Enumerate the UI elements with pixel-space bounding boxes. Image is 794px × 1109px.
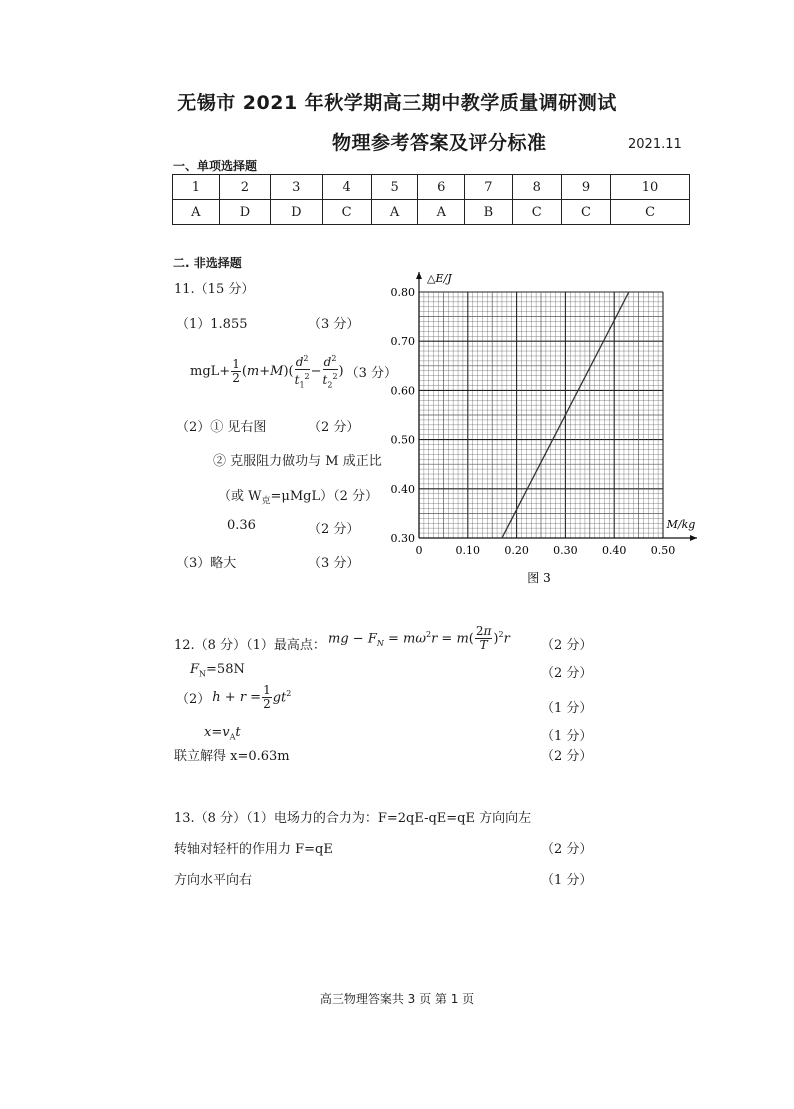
y-tick-label: 0.40: [390, 482, 415, 496]
fn-symbol: F: [190, 662, 200, 677]
p2c-open: （或 W: [218, 489, 262, 504]
q13-line1: 13.（8 分）（1）电场力的合力为：F=2qE-qE=qE 方向向左: [174, 811, 532, 826]
x-tick-label: 0.50: [650, 544, 676, 557]
page-title: 无锡市 2021 年秋学期高三期中教学质量调研测试: [177, 92, 617, 114]
q12-score2: （2 分）: [541, 666, 593, 681]
q11-part2-score: （2 分）: [308, 420, 360, 435]
answer-cell: A: [173, 200, 220, 225]
q11-part2d: 0.36: [227, 518, 256, 533]
answer-cell: C: [322, 200, 371, 225]
q12-formula1: mg − $F_N = m\omega^2r = m$( $\frac{2\pi}{T}$ )$^2$r: [328, 624, 510, 652]
p2c-eq: =μMgL）（2 分）: [270, 489, 379, 504]
page-footer: 高三物理答案共 3 页 第 1 页: [319, 992, 475, 1006]
answer-cell: B: [465, 200, 512, 225]
fn-value: =58N: [206, 662, 245, 677]
x-axis-arrow: [690, 535, 697, 541]
q12-title: 12.（8 分）（1）最高点：: [174, 638, 326, 653]
q12-part2-label: （2）: [176, 692, 211, 707]
formula-score: （3 分）: [345, 366, 398, 382]
q12-formula2: （2） h + r = $\frac{1}{2}$ $gt^2$: [176, 683, 292, 711]
q13-line3: 方向水平向右: [174, 873, 253, 888]
answer-cell: D: [219, 200, 270, 225]
question-number-cell: 5: [371, 175, 418, 200]
q12-score4: （1 分）: [541, 729, 593, 744]
q11-part3-score: （3 分）: [308, 556, 360, 571]
d2-over-t1-fraction: $\frac{d^2}{t_1^2}$: [294, 354, 310, 390]
question-number-cell: 9: [561, 175, 610, 200]
q12-x-line: [204, 725, 241, 742]
question-number-cell: 7: [465, 175, 512, 200]
y-axis-arrow: [416, 272, 422, 279]
q11-part2: （2）① 见右图: [176, 420, 267, 435]
date-label: 2021.11: [628, 137, 682, 152]
question-number-cell: 1: [173, 175, 220, 200]
q12-score5: （2 分）: [541, 749, 593, 764]
question-number-cell: 8: [512, 175, 561, 200]
x-tick-label: 0.30: [553, 544, 578, 557]
q11-formula: mgL+ $\frac{1}{2}$ (m+M)( $\frac{d^2}{t_1^2}$ − $\frac{d^2}{t_2^2}$ ) （3 分）: [190, 354, 398, 390]
q11-title: 11.（15 分）: [174, 282, 255, 297]
q13-score2: （2 分）: [541, 842, 593, 857]
answer-cell: C: [512, 200, 561, 225]
q12-score3: （1 分）: [541, 701, 593, 716]
chart-caption: 图 3: [527, 571, 551, 585]
q13-score3: （1 分）: [541, 873, 593, 888]
y-tick-label: 0.70: [390, 335, 415, 349]
x-axis-label: M/kg: [666, 518, 696, 531]
question-number-cell: 3: [271, 175, 322, 200]
answer-row: [173, 200, 690, 225]
q12-score1: （2 分）: [541, 638, 593, 653]
answer-cell: C: [611, 200, 690, 225]
d2-over-t2-fraction: $\frac{d^2}{t_2^2}$: [322, 354, 338, 390]
q13-line2: 转轴对轻杆的作用力 F=qE: [174, 842, 333, 857]
y-tick-label: 0.30: [390, 532, 415, 545]
question-number-cell: 10: [611, 175, 690, 200]
q11-part2b: ② 克服阻力做功与 M 成正比: [213, 454, 382, 469]
q11-part3: （3）略大: [176, 556, 237, 571]
x-eq: x=v: [204, 725, 230, 740]
question-number-cell: 6: [418, 175, 465, 200]
question-number-row: [173, 175, 690, 200]
two-pi-over-T-fraction: $\frac{2\pi}{T}$: [475, 624, 492, 652]
x-tick-label: 0.10: [455, 544, 481, 557]
q11-part1-score: （3 分）: [308, 317, 360, 332]
question-number-cell: 2: [219, 175, 270, 200]
answer-cell: C: [561, 200, 610, 225]
y-tick-label: 0.50: [390, 433, 415, 447]
p2c-sub: 克: [261, 496, 271, 507]
answer-cell: A: [418, 200, 465, 225]
x-tick-label: 0.20: [504, 544, 529, 557]
q11-part2c: [218, 485, 378, 507]
y-axis-label: △E/J: [427, 272, 452, 285]
x-tick-label: 0.40: [601, 544, 627, 557]
q12-fn: [190, 662, 245, 679]
fn-sub: N: [199, 669, 207, 679]
page-subtitle: 物理参考答案及评分标准: [332, 132, 547, 154]
answer-table: [172, 174, 690, 225]
half-fraction-2: $\frac{1}{2}$: [263, 683, 271, 711]
q11-part1: （1）1.855: [176, 317, 248, 332]
y-tick-label: 0.80: [390, 286, 415, 299]
y-tick-label: 0.60: [390, 384, 415, 398]
half-fraction: $\frac{1}{2}$: [232, 357, 240, 386]
q12-solution: 联立解得 x=0.63m: [174, 749, 290, 764]
answer-cell: D: [271, 200, 322, 225]
q11-part2d-score: （2 分）: [308, 522, 360, 537]
section1-heading: 一、单项选择题: [173, 159, 258, 173]
energy-mass-chart: [385, 265, 715, 590]
x-tick-label: 0: [415, 544, 423, 557]
x-t: t: [235, 725, 241, 740]
section2-heading: 二. 非选择题: [173, 256, 242, 270]
question-number-cell: 4: [322, 175, 371, 200]
x-sub: A: [229, 732, 236, 742]
answer-cell: A: [371, 200, 418, 225]
formula-prefix: mgL+: [190, 364, 231, 380]
